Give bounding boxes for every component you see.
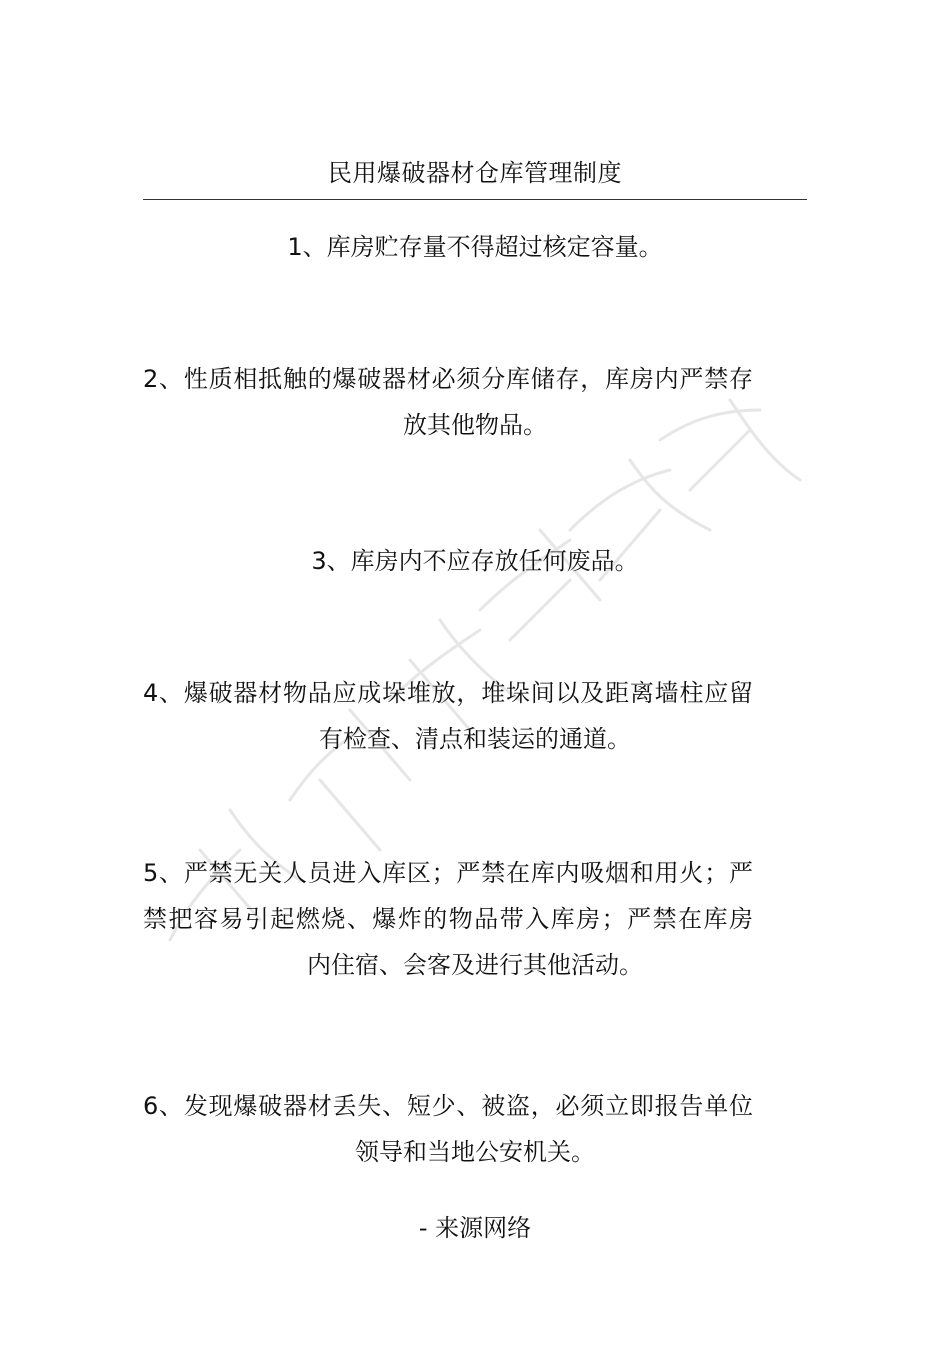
- rule-item-3: [143, 538, 807, 584]
- document-title: 民用爆破器材仓库管理制度: [328, 159, 622, 187]
- rule-line: 2、性质相抵触的爆破器材必须分库储存，库房内严禁存: [143, 365, 753, 393]
- rule-line: 有检查、清点和装运的通道。: [319, 725, 631, 753]
- rule-item-6: [143, 1083, 807, 1175]
- rule-item-1: [143, 224, 807, 270]
- rule-line: 4、爆破器材物品应成垛堆放，堆垛间以及距离墙柱应留: [143, 679, 753, 707]
- rule-item-4: [143, 670, 807, 762]
- rule-line: 禁把容易引起燃烧、爆炸的物品带入库房；严禁在库房: [143, 905, 753, 933]
- rule-line: 内住宿、会客及进行其他活动。: [307, 951, 643, 979]
- rule-item-2: [143, 356, 807, 448]
- title-divider: [143, 199, 807, 200]
- rule-line: 领导和当地公安机关。: [355, 1138, 595, 1166]
- rule-line: 5、严禁无关人员进入库区；严禁在库内吸烟和用火；严: [143, 859, 753, 887]
- rule-line: 放其他物品。: [403, 411, 547, 439]
- rule-item-5: [143, 850, 807, 988]
- source-note: - 来源网络: [418, 1214, 532, 1242]
- rule-line: 6、发现爆破器材丢失、短少、被盗，必须立即报告单位: [143, 1092, 753, 1120]
- rule-line: 1、库房贮存量不得超过核定容量。: [287, 233, 663, 261]
- rule-line: 3、库房内不应存放任何废品。: [311, 547, 639, 575]
